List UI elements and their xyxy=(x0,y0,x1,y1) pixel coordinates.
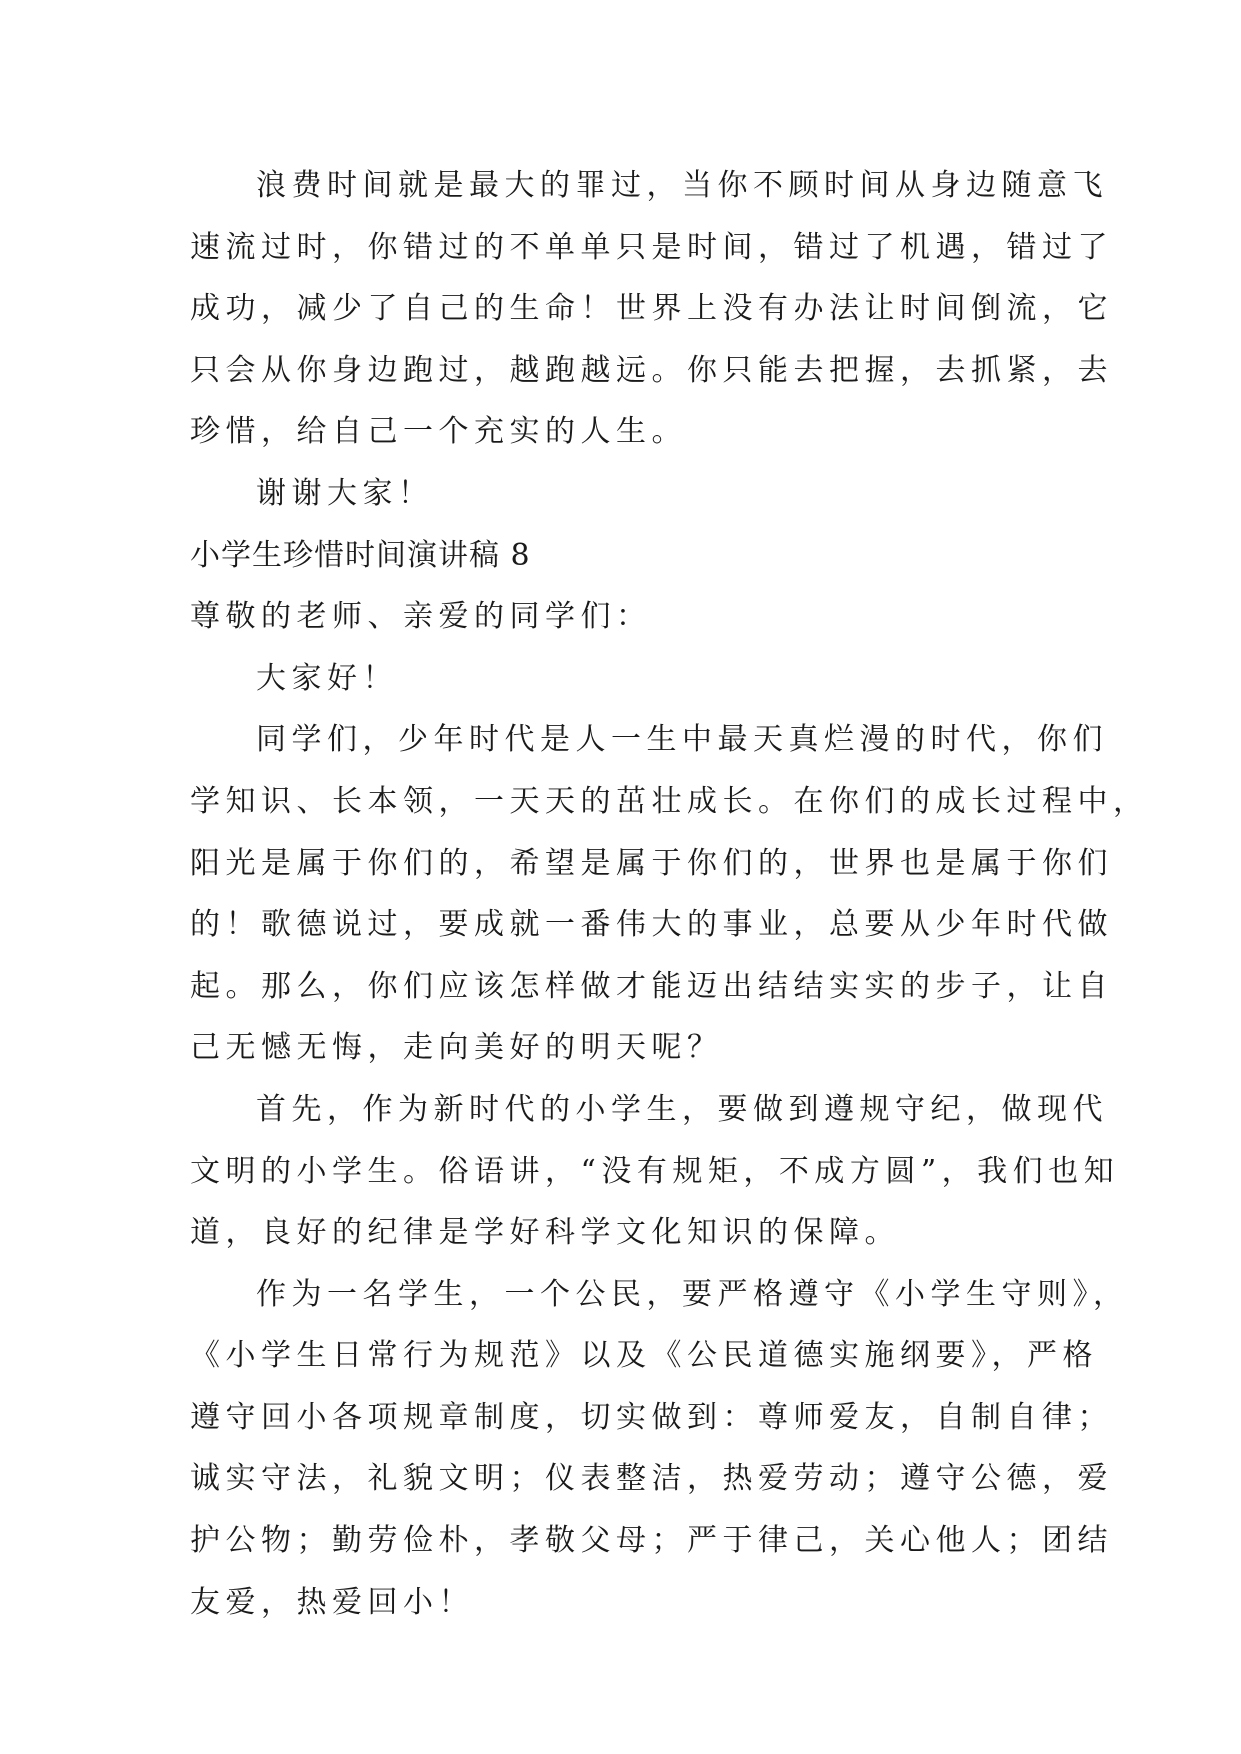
paragraph-4 xyxy=(190,1264,1129,1634)
paragraph-2 xyxy=(190,709,1149,1079)
text-line: 道，良好的纪律是学好科学文化知识的保障。 xyxy=(190,1215,900,1251)
salutation: 尊敬的老师、亲爱的同学们： xyxy=(190,599,652,635)
text-line: 珍惜，给自己一个充实的人生。 xyxy=(190,414,687,450)
text-line: 阳光是属于你们的，希望是属于你们的，世界也是属于你们 xyxy=(190,845,1113,881)
text-line: 浪费时间就是最大的罪过，当你不顾时间从身边随意飞 xyxy=(256,168,1108,203)
text-line: 遵守回小各项规章制度，切实做到：尊师爱友，自制自律； xyxy=(190,1399,1113,1435)
text-line: 学知识、长本领，一天天的茁壮成长。在你们的成长过程中， xyxy=(190,783,1149,819)
text-line: 首先，作为新时代的小学生，要做到遵规守纪，做现代 xyxy=(256,1091,1108,1127)
text-line: 起。那么，你们应该怎样做才能迈出结结实实的步子，让自 xyxy=(190,968,1113,1004)
text-line: 诚实守法，礼貌文明；仪表整洁，热爱劳动；遵守公德，爱 xyxy=(190,1461,1113,1497)
text-line: 作为一名学生，一个公民，要严格遵守《小学生守则》， xyxy=(256,1276,1129,1312)
text-line: 同学们，少年时代是人一生中最天真烂漫的时代，你们 xyxy=(256,722,1108,758)
text-line: 的！歌德说过，要成就一番伟大的事业，总要从少年时代做 xyxy=(190,907,1113,943)
thanks-line: 谢谢大家！ xyxy=(256,475,434,511)
greeting: 大家好！ xyxy=(256,660,398,696)
text-line: 文明的小学生。俗语讲，“没有规矩，不成方圆”，我们也知 xyxy=(190,1153,1120,1189)
text-line: 友爱，热爱回小！ xyxy=(190,1584,474,1620)
section-title: 小学生珍惜时间演讲稿 8 xyxy=(190,537,531,573)
document-body xyxy=(190,155,1149,1633)
text-line: 成功，减少了自己的生命！世界上没有办法让时间倒流，它 xyxy=(190,291,1113,327)
text-line: 《小学生日常行为规范》以及《公民道德实施纲要》，严格 xyxy=(190,1338,1098,1374)
text-line: 己无憾无悔，走向美好的明天呢？ xyxy=(190,1030,723,1066)
text-line: 护公物；勤劳俭朴，孝敬父母；严于律己，关心他人；团结 xyxy=(190,1523,1113,1559)
paragraph-3 xyxy=(190,1079,1120,1264)
text-line: 速流过时，你错过的不单单只是时间，错过了机遇，错过了 xyxy=(190,229,1113,265)
text-line: 只会从你身边跑过，越跑越远。你只能去把握，去抓紧，去 xyxy=(190,352,1113,388)
paragraph-1 xyxy=(190,155,1113,463)
